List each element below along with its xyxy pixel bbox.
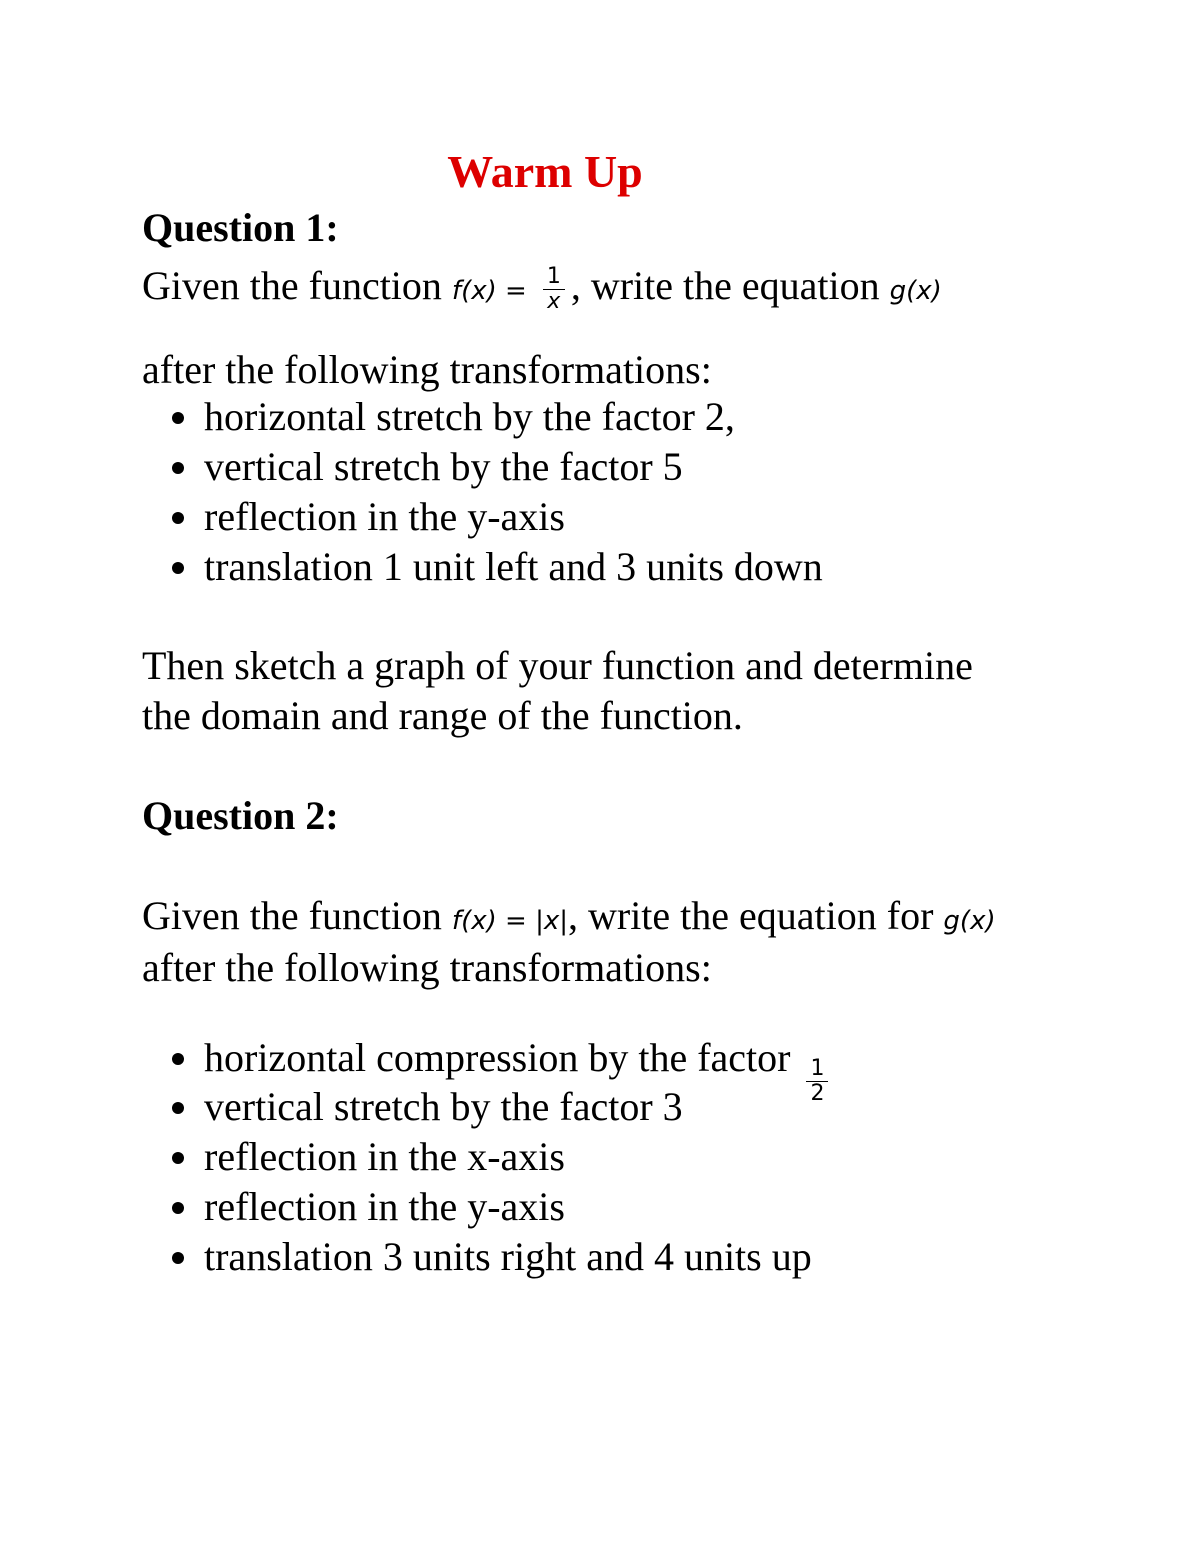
q1-closing-line-1: Then sketch a graph of your function and determine: [142, 643, 973, 688]
list-item-text: reflection in the x-axis: [204, 1134, 565, 1179]
list-item: [172, 442, 823, 492]
bullet-icon: [172, 1152, 184, 1164]
list-item: [172, 1010, 834, 1106]
q2-fraction: [806, 1057, 828, 1106]
question-1-heading: Question 1:: [142, 205, 339, 250]
q1-fraction-numerator: 1: [543, 265, 565, 290]
list-item-text: horizontal compression by the factor: [204, 1035, 791, 1080]
page-title: Warm Up: [447, 146, 643, 197]
list-item-text: translation 1 unit left and 3 units down: [204, 544, 823, 589]
q2-intro-text: Given the function: [142, 893, 442, 938]
list-item-text: reflection in the y-axis: [204, 494, 565, 539]
q1-line-2: after the following transformations:: [142, 347, 712, 392]
bullet-icon: [172, 412, 184, 424]
bullet-icon: [172, 1202, 184, 1214]
bullet-icon: [172, 1053, 184, 1065]
bullet-icon: [172, 1252, 184, 1264]
q2-fraction-numerator: 1: [806, 1057, 828, 1082]
list-item-text: reflection in the y-axis: [204, 1184, 565, 1229]
q2-transformations-list: [172, 1010, 834, 1282]
list-item: [172, 1082, 834, 1132]
bullet-icon: [172, 562, 184, 574]
list-item: [172, 1182, 834, 1232]
q2-fraction-denominator: 2: [810, 1080, 825, 1106]
bullet-icon: [172, 1102, 184, 1114]
list-item: [172, 1232, 834, 1282]
q2-function-g: g(x): [943, 906, 996, 936]
q2-function-f: f(x) = |x|: [451, 906, 568, 936]
list-item-text: translation 3 units right and 4 units up: [204, 1234, 812, 1279]
q2-line-2: after the following transformations:: [142, 945, 712, 990]
list-item: [172, 392, 823, 442]
question-2-prompt-line: [142, 892, 996, 939]
q1-fraction-denominator: x: [547, 289, 561, 315]
q1-intro-text: Given the function: [142, 263, 442, 308]
list-item-text: vertical stretch by the factor 5: [204, 444, 683, 489]
list-item: [172, 542, 823, 592]
q1-mid-text: , write the equation: [570, 263, 880, 308]
q1-function-g: g(x): [889, 276, 942, 306]
bullet-icon: [172, 512, 184, 524]
question-2-heading: Question 2:: [142, 793, 339, 838]
q1-fraction: [543, 265, 565, 314]
list-item-text: horizontal stretch by the factor 2,: [204, 394, 735, 439]
q1-function-f: f(x) =: [451, 276, 527, 306]
q1-closing-line-2: the domain and range of the function.: [142, 693, 743, 738]
question-1-prompt-line: [142, 262, 942, 315]
q1-transformations-list: [172, 392, 823, 592]
bullet-icon: [172, 462, 184, 474]
list-item-text: vertical stretch by the factor 3: [204, 1084, 683, 1129]
list-item: [172, 1132, 834, 1182]
q2-mid-text: , write the equation for: [567, 893, 934, 938]
list-item: [172, 492, 823, 542]
